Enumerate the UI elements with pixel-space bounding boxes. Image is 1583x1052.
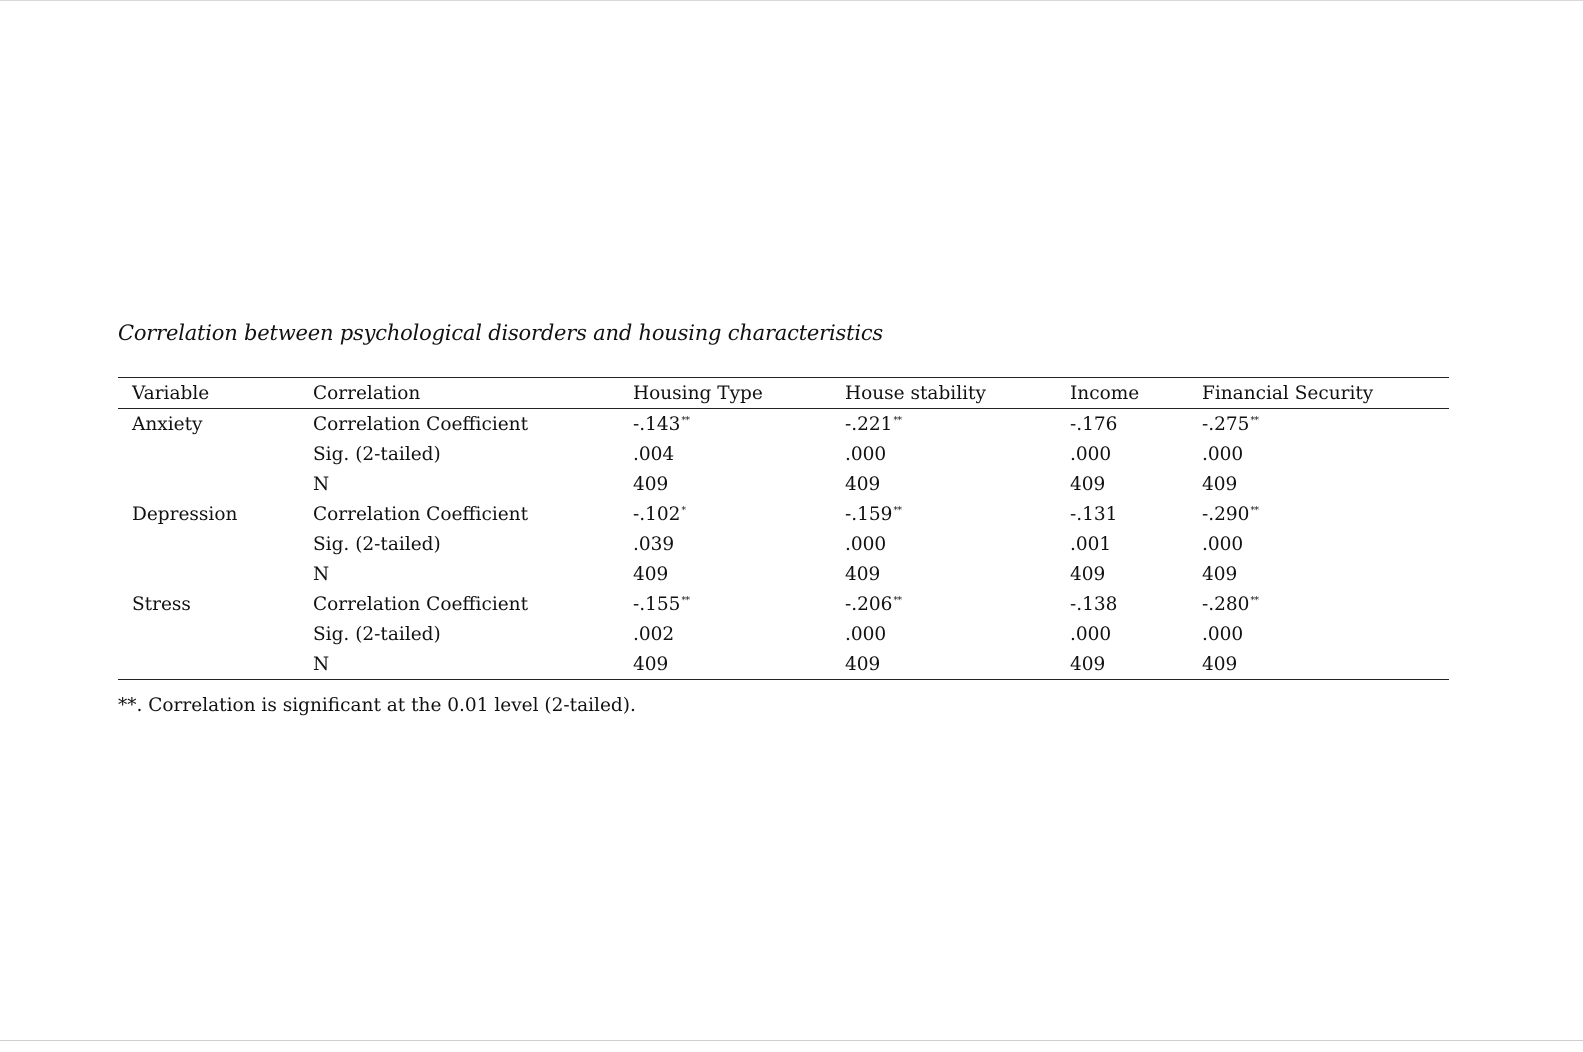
cell-value: -.176 [1070,413,1118,435]
significance-marker: ** [1250,415,1259,426]
value-cell [633,589,845,619]
significance-marker: ** [681,595,690,606]
cell-value: 409 [633,563,669,585]
value-cell [1202,409,1449,440]
statistic-cell: Sig. (2-tailed) [313,443,441,465]
statistic-cell: Sig. (2-tailed) [313,623,441,645]
value-cell [1202,619,1449,649]
value-cell [633,439,845,469]
table-row [118,469,1449,499]
significance-marker: ** [1250,595,1259,606]
statistic-cell: N [313,653,330,675]
significance-marker: ** [893,505,902,516]
table-caption: Correlation between psychological disorders and housing characteristics [118,321,883,345]
cell-value: -.102 [633,503,681,525]
value-cell [633,499,845,529]
header-income: Income [1070,382,1140,404]
value-cell [633,649,845,680]
cell-value: 409 [1070,473,1106,495]
header-housing-type: Housing Type [633,382,763,404]
value-cell [633,529,845,559]
cell-value: .000 [1202,443,1244,465]
significance-marker: ** [893,595,902,606]
cell-value: 409 [1070,653,1106,675]
value-cell [845,589,1070,619]
statistic-cell: Correlation Coefficient [313,593,529,615]
cell-value: -.159 [845,503,893,525]
cell-value: 409 [633,653,669,675]
page-bottom-border [0,1040,1583,1041]
cell-value: -.143 [633,413,681,435]
value-cell [1070,499,1202,529]
value-cell [1070,529,1202,559]
value-cell [1202,559,1449,589]
header-financial-security: Financial Security [1202,382,1374,404]
variable-cell [118,529,313,559]
cell-value: .000 [845,533,887,555]
significance-marker: ** [893,415,902,426]
cell-value: -.275 [1202,413,1250,435]
cell-value: .002 [633,623,675,645]
variable-cell [118,559,313,589]
page-top-border [0,0,1583,1]
table-footnote: **. Correlation is significant at the 0.01 level (2-tailed). [118,695,636,716]
statistic-cell: Correlation Coefficient [313,413,529,435]
variable-cell: Stress [132,593,191,615]
table-body [118,409,1449,680]
cell-value: -.155 [633,593,681,615]
value-cell [1070,619,1202,649]
value-cell [845,499,1070,529]
cell-value: .000 [1070,623,1112,645]
variable-cell [118,439,313,469]
cell-value: 409 [1202,473,1238,495]
statistic-cell: Correlation Coefficient [313,503,529,525]
cell-value: 409 [845,653,881,675]
cell-value: .004 [633,443,675,465]
cell-value: 409 [1202,563,1238,585]
table-row [118,589,1449,619]
table-row [118,559,1449,589]
correlation-table [118,377,1449,680]
table-row [118,649,1449,680]
value-cell [1202,529,1449,559]
value-cell [845,619,1070,649]
table-row [118,529,1449,559]
cell-value: 409 [1202,653,1238,675]
cell-value: -.290 [1202,503,1250,525]
cell-value: .000 [1070,443,1112,465]
significance-marker: ** [681,415,690,426]
cell-value: .000 [845,443,887,465]
value-cell [845,529,1070,559]
cell-value: .039 [633,533,675,555]
cell-value: .000 [1202,623,1244,645]
variable-cell [118,649,313,680]
value-cell [633,559,845,589]
cell-value: -.280 [1202,593,1250,615]
table-header-row [118,378,1449,409]
value-cell [845,409,1070,440]
cell-value: 409 [845,473,881,495]
value-cell [845,439,1070,469]
value-cell [845,559,1070,589]
value-cell [633,619,845,649]
value-cell [1202,439,1449,469]
cell-value: .000 [845,623,887,645]
value-cell [1202,499,1449,529]
cell-value: 409 [1070,563,1106,585]
variable-cell [118,619,313,649]
significance-marker: * [681,505,686,516]
significance-marker: ** [1250,505,1259,516]
header-variable: Variable [132,382,210,404]
cell-value: -.206 [845,593,893,615]
cell-value: .000 [1202,533,1244,555]
value-cell [1070,439,1202,469]
statistic-cell: Sig. (2-tailed) [313,533,441,555]
table-row [118,409,1449,440]
table-row [118,499,1449,529]
value-cell [1070,409,1202,440]
table-row [118,439,1449,469]
value-cell [1070,559,1202,589]
value-cell [845,469,1070,499]
value-cell [1202,589,1449,619]
header-house-stability: House stability [845,382,986,404]
cell-value: 409 [633,473,669,495]
cell-value: 409 [845,563,881,585]
value-cell [633,469,845,499]
cell-value: .001 [1070,533,1112,555]
value-cell [1070,469,1202,499]
value-cell [1202,469,1449,499]
value-cell [1070,589,1202,619]
table-row [118,619,1449,649]
cell-value: -.138 [1070,593,1118,615]
statistic-cell: N [313,473,330,495]
value-cell [845,649,1070,680]
variable-cell [118,469,313,499]
value-cell [1070,649,1202,680]
statistic-cell: N [313,563,330,585]
value-cell [633,409,845,440]
header-correlation: Correlation [313,382,421,404]
variable-cell: Depression [132,503,238,525]
cell-value: -.221 [845,413,893,435]
value-cell [1202,649,1449,680]
variable-cell: Anxiety [132,413,203,435]
cell-value: -.131 [1070,503,1118,525]
